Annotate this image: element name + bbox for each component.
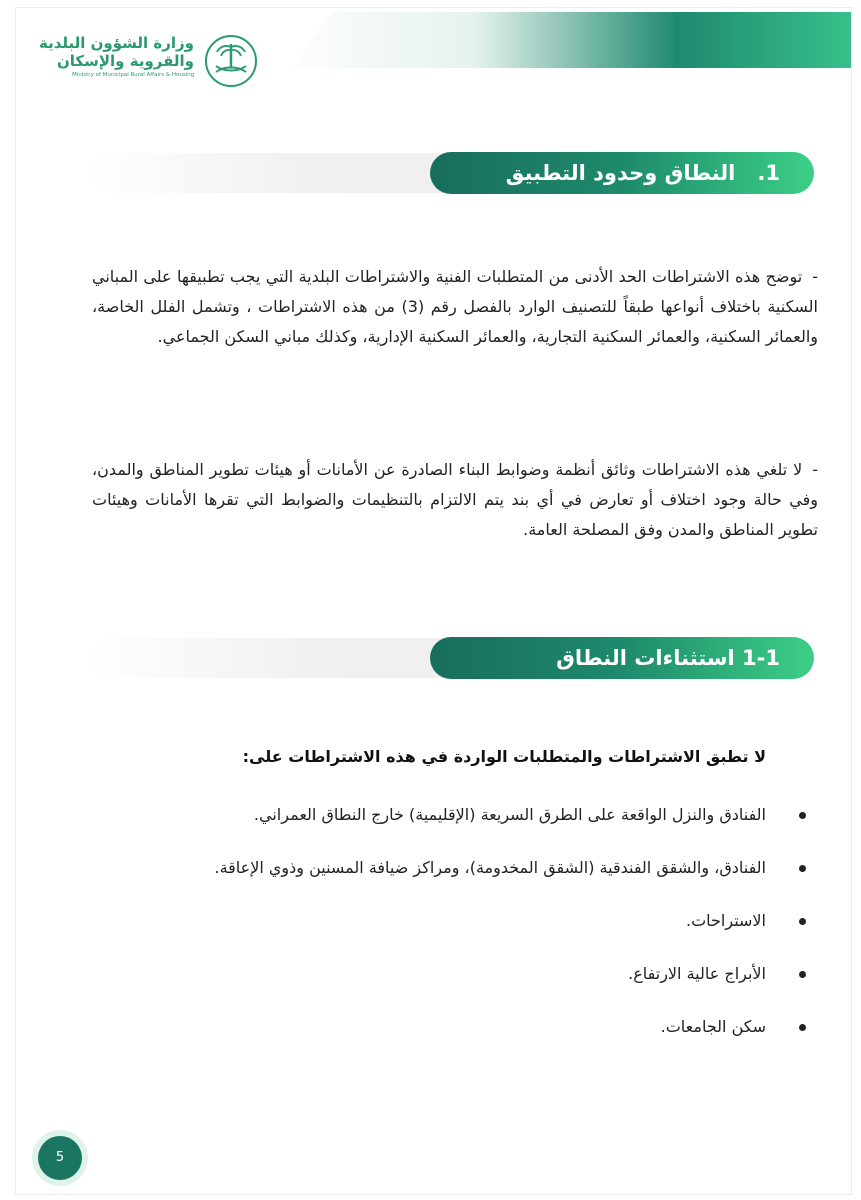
bullet-icon (799, 1024, 806, 1031)
list-item-text: الاستراحات. (686, 911, 766, 930)
paragraph-text: لا تلغي هذه الاشتراطات وثائق أنظمة وضوابط البناء الصادرة عن الأمانات أو هيئات تطوير المناطق والمدن، وفي حالة وجود اختلاف أو تعارض في أي بند يتم الالتزام بالتنظيمات والضوابط التي تقرها الأمانات وهيئات تطوير المناطق والمدن وفق المصلحة العامة. (92, 460, 818, 539)
paragraph-text: توضح هذه الاشتراطات الحد الأدنى من المتطلبات الفنية والاشتراطات البلدية التي يجب تطبيقها على المباني السكنية باختلاف أنواعها طبقاً للتصنيف الوارد بالفصل رقم (3) من هذه الاشتراطات ، وتشمل الفلل الخاصة، والعمائر السكنية، والعمائر السكنية التجارية، والعمائر السكنية الإدارية، وكذلك مباني السكن الجماعي. (92, 267, 818, 346)
ministry-name-ar-line2: والقروية والإسكان (56, 52, 194, 70)
list-item (106, 959, 806, 1012)
list-item-text: الأبراج عالية الارتفاع. (628, 964, 766, 983)
header-band (272, 12, 851, 68)
paragraph-1 (92, 262, 818, 352)
bullet-icon (799, 812, 806, 819)
list-item-text: الفنادق والنزل الواقعة على الطرق السريعة (الإقليمية) خارج النطاق العمراني. (253, 805, 766, 824)
list-item (106, 906, 806, 959)
ministry-name-en: Ministry of Municipal Rural Affairs & Housing (72, 72, 195, 78)
dash-marker: - (812, 460, 818, 479)
dash-marker: - (812, 267, 818, 286)
list-item-text: سكن الجامعات. (660, 1017, 766, 1036)
ministry-logo (38, 30, 270, 90)
list-item (106, 1012, 806, 1065)
section-title: النطاق وحدود التطبيق (505, 161, 736, 185)
subsection-heading (430, 637, 814, 679)
subsection-title: 1-1 استثناءات النطاق (556, 646, 780, 670)
exceptions-lead: لا تطبق الاشتراطات والمتطلبات الواردة في هذه الاشتراطات على: (242, 747, 766, 766)
bullet-icon (799, 865, 806, 872)
palm-swords-emblem-icon (204, 34, 258, 88)
list-item (106, 853, 806, 906)
bullet-icon (799, 971, 806, 978)
list-item-text: الفنادق، والشقق الفندقية (الشقق المخدومة)، ومراكز ضيافة المسنين وذوي الإعاقة. (214, 858, 766, 877)
paragraph-2 (92, 455, 818, 545)
list-item (106, 800, 806, 853)
bullet-icon (799, 918, 806, 925)
exceptions-list (106, 800, 806, 1065)
ministry-name-ar-line1: وزارة الشؤون البلدية (38, 34, 194, 52)
page-number: 5 (38, 1136, 82, 1180)
section-number: 1. (757, 161, 780, 185)
section-heading (430, 152, 814, 194)
